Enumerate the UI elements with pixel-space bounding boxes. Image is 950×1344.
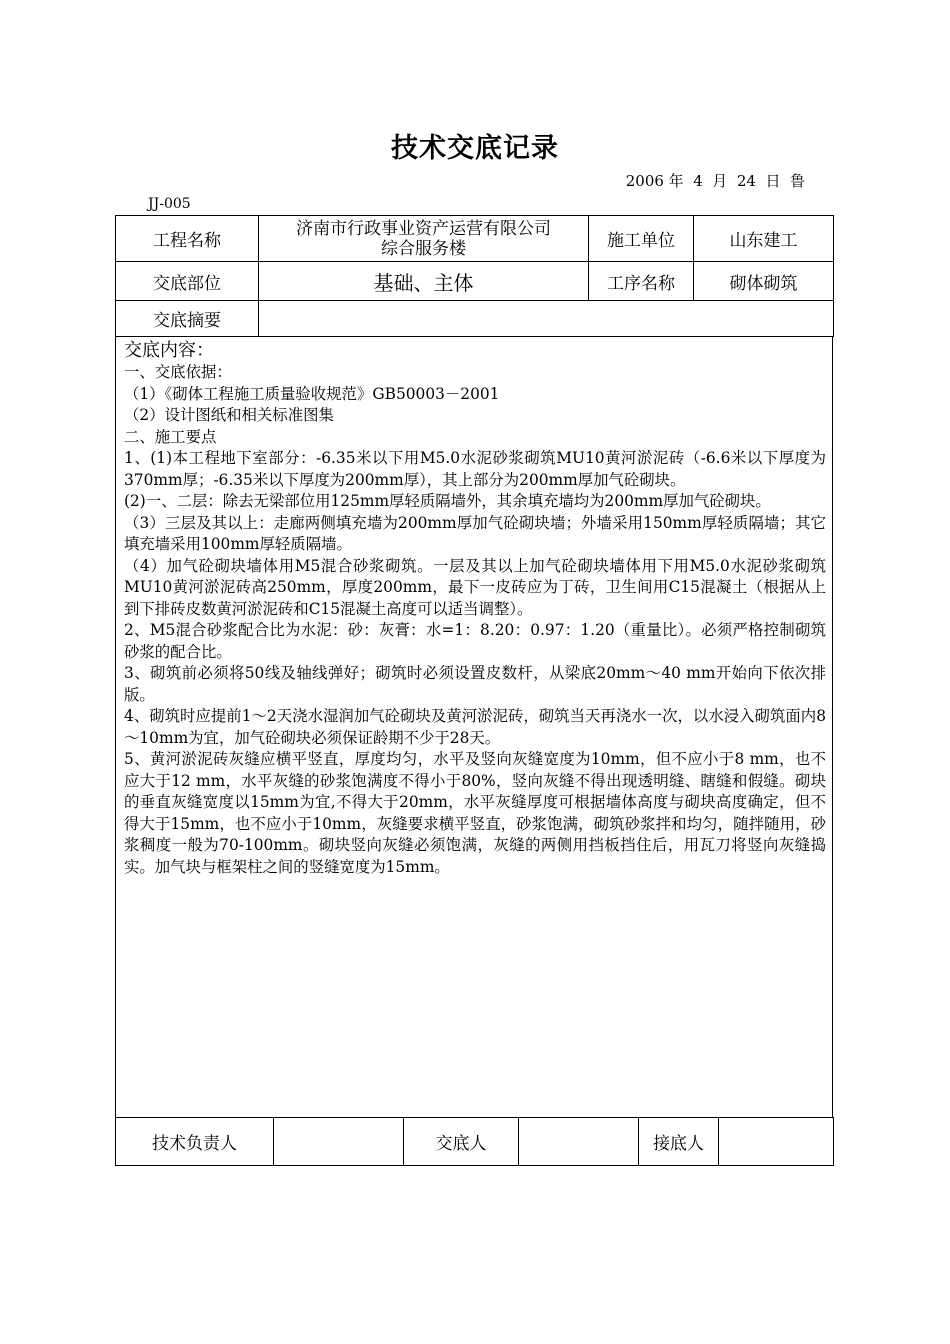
doc-code: JJ-005 xyxy=(148,196,191,212)
receiver-value xyxy=(719,1118,834,1166)
project-name-value xyxy=(259,216,589,262)
discloser-label: 交底人 xyxy=(404,1118,519,1166)
content-paragraph: （4）加气砼砌块墙体用M5混合砂浆砌筑。一层及其以上加气砼砌块墙体用下用M5.0水泥砂浆砌筑MU10黄河淤泥砖高250mm，厚度200mm，最下一皮砖应为丁砖，卫生间用C15混凝土（根据从上到下排砖皮数黄河淤泥砖和C15混凝土高度可以适当调整）。 xyxy=(124,556,826,618)
contractor-label: 施工单位 xyxy=(589,216,694,262)
content-paragraph: 4、砌筑时应提前1～2天浇水湿润加气砼砌块及黄河淤泥砖，砌筑当天再浇水一次，以水浸入砌筑面内8～10mm为宜，加气砼砌块必须保证龄期不少于28天。 xyxy=(124,707,826,747)
row-part xyxy=(116,262,834,301)
content-paragraph: 2、M5混合砂浆配合比为水泥：砂：灰膏：水=1：8.20：0.97：1.20（重量比）。必须严格控制砌筑砂浆的配合比。 xyxy=(124,621,826,661)
contractor-value: 山东建工 xyxy=(694,216,834,262)
content-paragraph: 二、施工要点 xyxy=(124,427,217,446)
disclosure-content xyxy=(115,336,833,1117)
project-name-line1: 济南市行政事业资产运营有限公司 xyxy=(296,218,551,239)
summary-label: 交底摘要 xyxy=(116,301,259,337)
date-line: 2006 年 4 月 24 日 鲁 xyxy=(625,172,805,190)
row-summary xyxy=(116,301,834,337)
tech-lead-value xyxy=(274,1118,404,1166)
part-value: 基础、主体 xyxy=(259,262,589,301)
content-heading: 交底内容： xyxy=(124,340,214,361)
info-table xyxy=(115,215,834,337)
content-paragraph: 3、砌筑前必须将50线及轴线弹好；砌筑时必须设置皮数杆，从梁底20mm～40 mm开始向下依次排版。 xyxy=(124,664,826,704)
project-name-line2: 综合服务楼 xyxy=(381,238,466,259)
project-name-label: 工程名称 xyxy=(116,216,259,262)
signature-table xyxy=(115,1117,834,1166)
content-paragraph: （1）《砌体工程施工质量验收规范》GB50003－2001 xyxy=(124,384,500,403)
summary-value xyxy=(259,301,834,337)
tech-lead-label: 技术负责人 xyxy=(116,1118,274,1166)
content-paragraph: （3）三层及其以上：走廊两侧填充墙为200mm厚加气砼砌块墙；外墙采用150mm厚轻质隔墙；其它填充墙采用100mm厚轻质隔墙。 xyxy=(124,513,826,553)
content-paragraph: 1、(1)本工程地下室部分：-6.35米以下用M5.0水泥砂浆砌筑MU10黄河淤泥砖（-6.6米以下厚度为370mm厚；-6.35米以下厚度为200mm厚），其上部分为200mm厚加气砼砌块。 xyxy=(124,449,826,489)
page-title: 技术交底记录 xyxy=(391,133,559,164)
discloser-value xyxy=(519,1118,639,1166)
content-paragraph: （2）设计图纸和相关标准图集 xyxy=(124,406,334,424)
signature-row xyxy=(116,1118,834,1166)
content-paragraph: (2)一、二层：除去无梁部位用125mm厚轻质隔墙外，其余填充墙均为200mm厚加气砼砌块。 xyxy=(124,492,771,510)
row-project xyxy=(116,216,834,262)
content-paragraph: 一、交底依据： xyxy=(124,363,232,381)
receiver-label: 接底人 xyxy=(639,1118,719,1166)
part-label: 交底部位 xyxy=(116,262,259,301)
process-value: 砌体砌筑 xyxy=(694,262,834,301)
content-paragraph: 5、黄河淤泥砖灰缝应横平竖直，厚度均匀，水平及竖向灰缝宽度为10mm，但不应小于8 mm，也不应大于12 mm，水平灰缝的砂浆饱满度不得小于80%，竖向灰缝不得出现透明缝、瞎缝和假缝。砌块的垂直灰缝宽度以15mm为宜,不得大于20mm，水平灰缝厚度可根据墙体高度与砌块高度确定，但不得大于15mm，也不应小于10mm，灰缝要求横平竖直，砂浆饱满，砌筑砂浆拌和均匀，随拌随用，砂浆稠度一般为70-100mm。砌块竖向灰缝必须饱满，灰缝的两侧用挡板挡住后，用瓦刀将竖向灰缝捣实。加气块与框架柱之间的竖缝宽度为15mm。 xyxy=(124,750,826,876)
process-label: 工序名称 xyxy=(589,262,694,301)
